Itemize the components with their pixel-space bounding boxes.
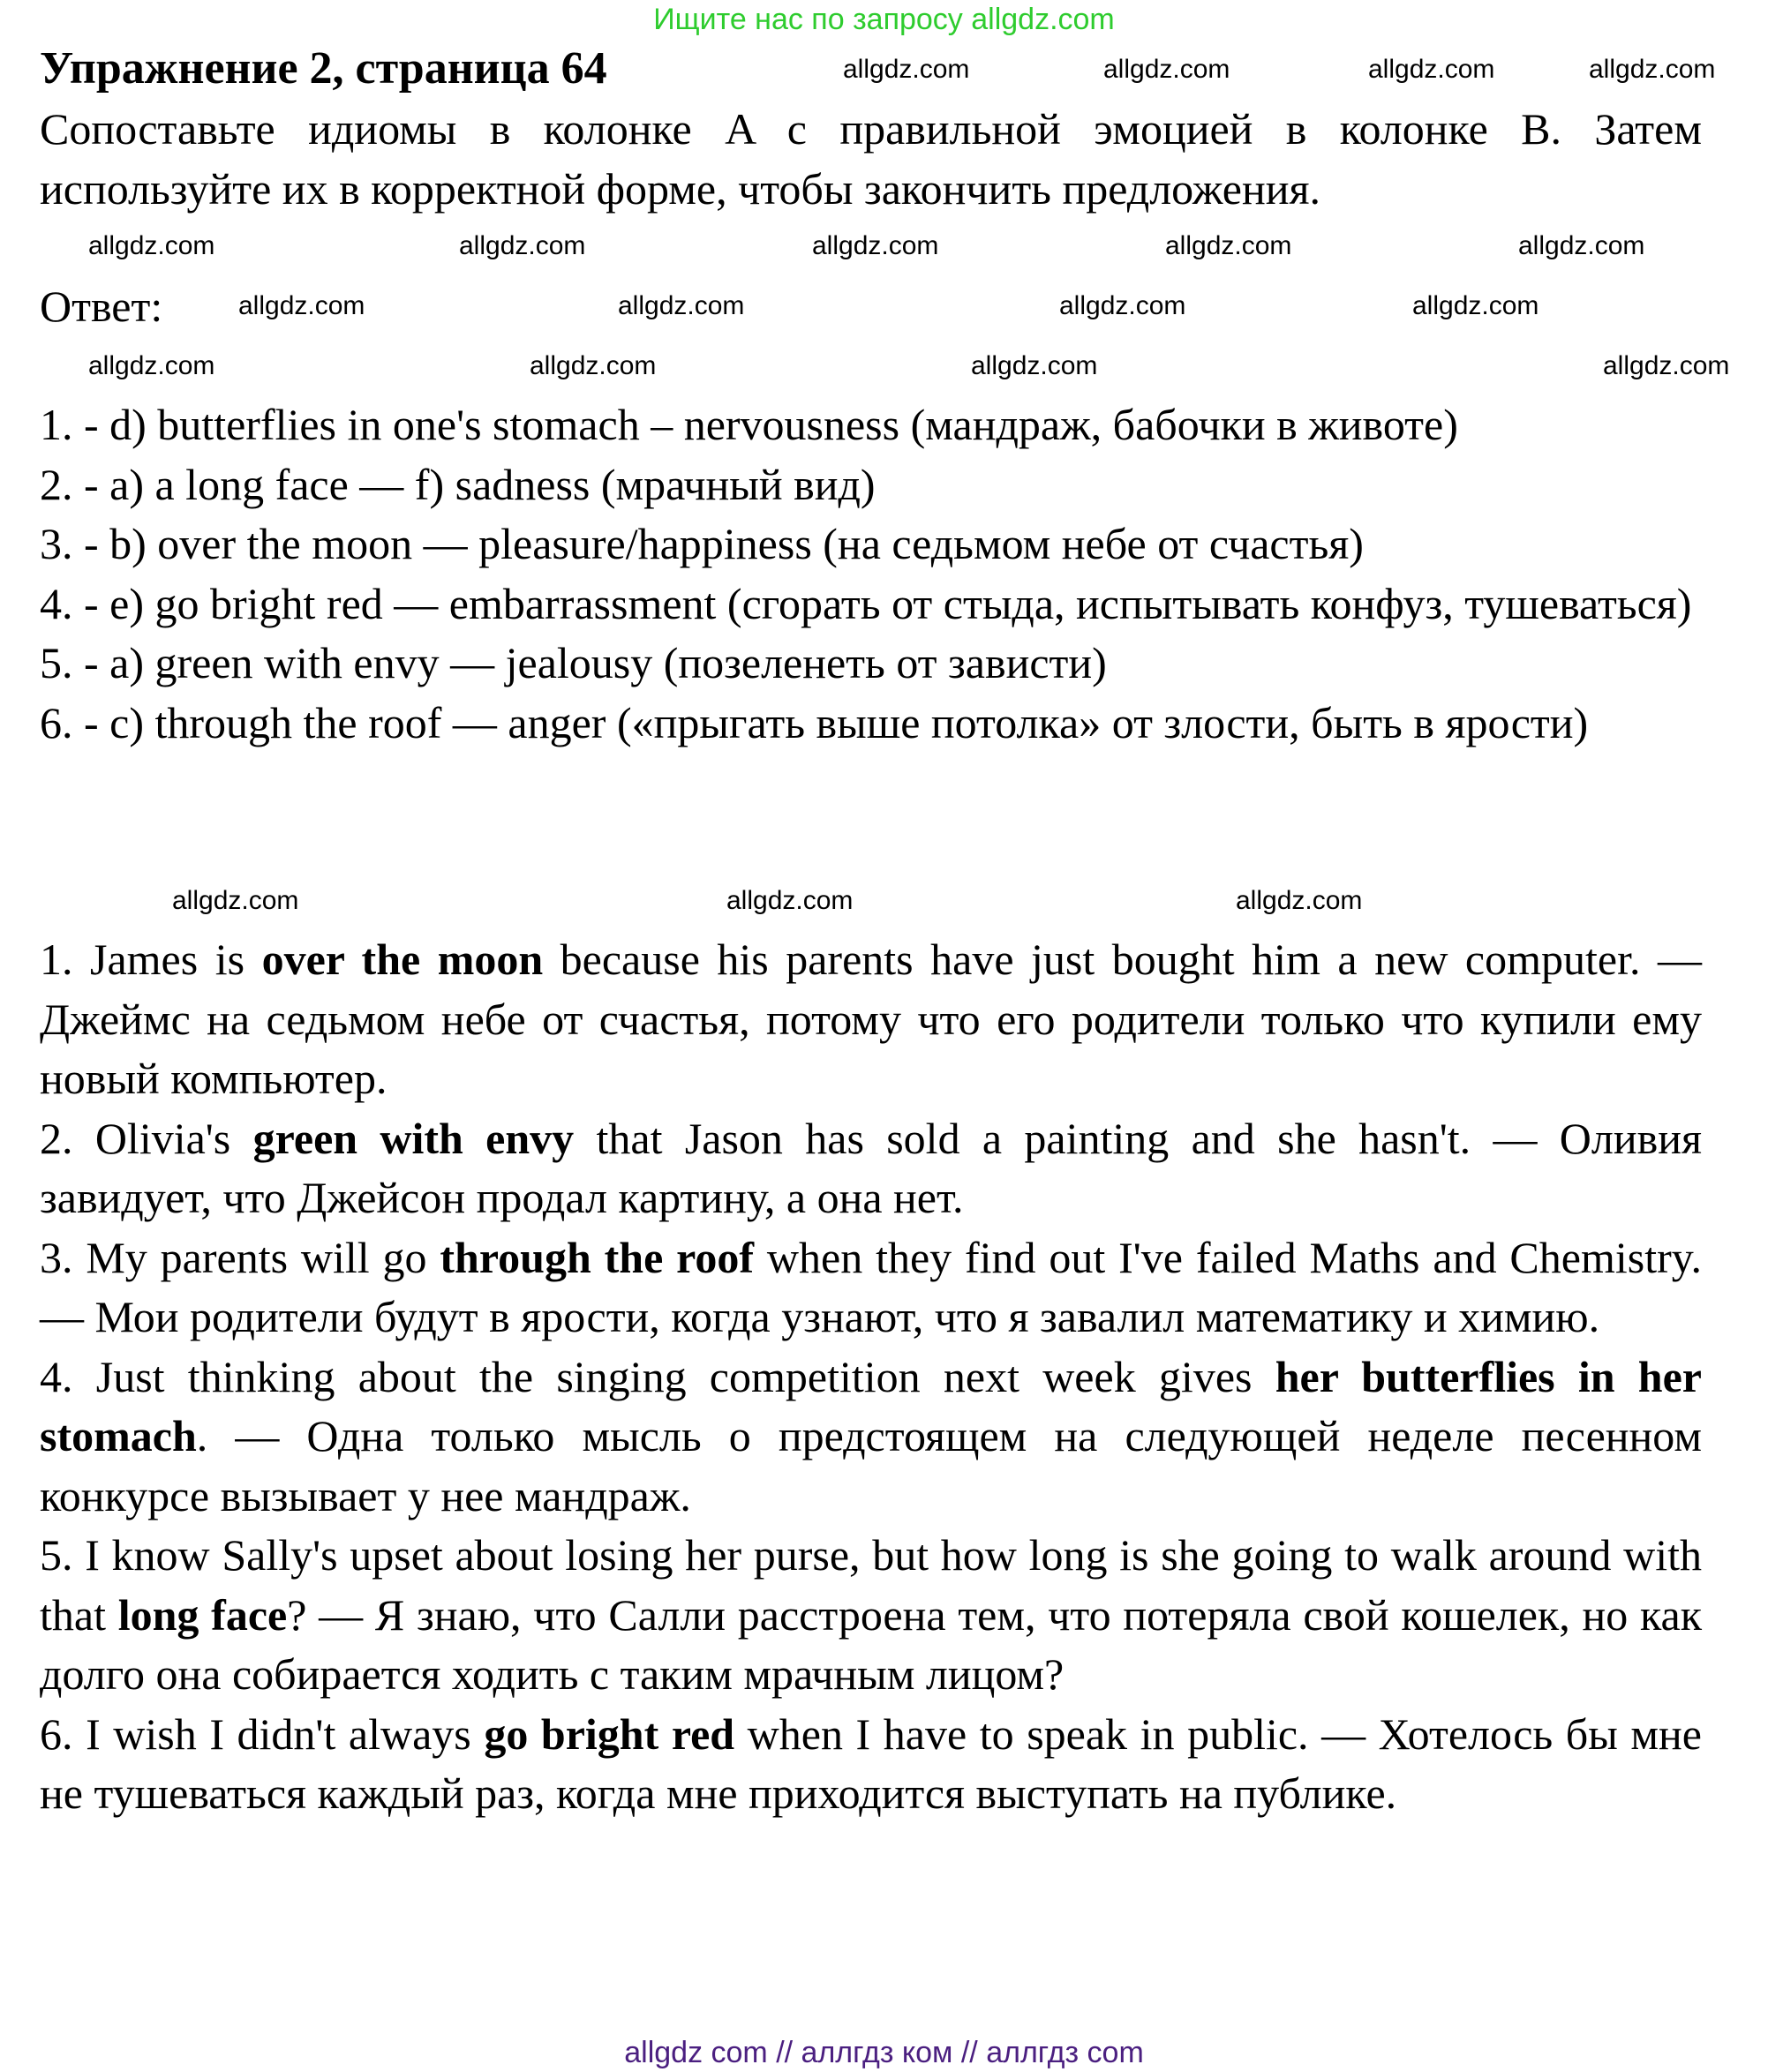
matches-list bbox=[40, 395, 1702, 753]
watermark: allgdz.com bbox=[1589, 55, 1716, 84]
sentence-text: 1. James is bbox=[40, 935, 262, 984]
watermark: allgdz.com bbox=[530, 351, 657, 380]
watermark: allgdz.com bbox=[88, 231, 215, 260]
watermark: allgdz.com bbox=[812, 231, 939, 260]
sentence-item bbox=[40, 1705, 1702, 1824]
instruction-text: Сопоставьте идиомы в колонке A с правильной эмоцией в колонке B. Затем используйте их в корректной форме, чтобы закончить предложения. bbox=[40, 104, 1702, 214]
watermark: allgdz.com bbox=[1165, 231, 1292, 260]
sentence-text: that Jason has sold a painting and she hasn't. — Оливия завидует, что Джейсон продал картину, а она нет. bbox=[40, 1113, 1702, 1222]
match-item: 1. - d) butterflies in one's stomach – nervousness (мандраж, бабочки в животе) bbox=[40, 400, 1458, 449]
sentence-text: when they find out I've failed Maths and Chemistry. — Мои родители будут в ярости, когда узнают, что я завалил математику и химию. bbox=[40, 1232, 1702, 1341]
sentence-text: 5. I know Sally's upset about losing her purse, but how long is she going to walk around with that bbox=[40, 1530, 1702, 1640]
search-hint-link[interactable]: Ищите нас по запросу allgdz.com bbox=[653, 3, 1115, 36]
sentence-text: 3. My parents will go bbox=[40, 1232, 440, 1282]
exercise-instruction bbox=[40, 100, 1702, 219]
sentence-text: 2. Olivia's bbox=[40, 1113, 253, 1163]
sentence-text: 6. I wish I didn't always bbox=[40, 1708, 485, 1759]
watermark: allgdz.com bbox=[238, 291, 365, 320]
watermark: allgdz.com bbox=[1368, 55, 1495, 84]
idiom-highlight: long face bbox=[117, 1589, 288, 1640]
match-item: 2. - a) a long face — f) sadness (мрачный вид) bbox=[40, 459, 876, 509]
answer-label: Ответ: bbox=[40, 282, 163, 331]
watermark: allgdz.com bbox=[172, 886, 299, 915]
sentence-item bbox=[40, 1526, 1702, 1705]
page-title: Упражнение 2, страница 64 bbox=[40, 43, 607, 94]
watermark: allgdz.com bbox=[843, 55, 970, 84]
sentence-text: ? — Я знаю, что Салли расстроена тем, что потеряла свой кошелек, но как долго она собирается ходить с таким мрачным лицом? bbox=[40, 1589, 1702, 1699]
sentences-list bbox=[40, 930, 1702, 1824]
sentence-item bbox=[40, 1109, 1702, 1228]
match-item: 5. - a) green with envy — jealousy (позеленеть от зависти) bbox=[40, 638, 1107, 687]
watermark: allgdz.com bbox=[726, 886, 854, 915]
idiom-highlight: through the roof bbox=[440, 1232, 755, 1282]
sentence-text: when I have to speak in public. — Хотелось бы мне не тушеваться каждый раз, когда мне приходится выступать на публике. bbox=[40, 1708, 1702, 1818]
watermark: allgdz.com bbox=[1103, 55, 1230, 84]
sentence-text: 4. Just thinking about the singing competition next week gives bbox=[40, 1351, 1275, 1401]
watermark: allgdz.com bbox=[1412, 291, 1539, 320]
footer-links[interactable]: allgdz com // аллгдз ком // аллгдз com bbox=[624, 2036, 1144, 2069]
sentence-item bbox=[40, 1228, 1702, 1348]
watermark: allgdz.com bbox=[88, 351, 215, 380]
watermark: allgdz.com bbox=[1603, 351, 1730, 380]
idiom-highlight: green with envy bbox=[252, 1113, 575, 1163]
idiom-highlight: over the moon bbox=[261, 935, 544, 984]
idiom-highlight: her butterflies in her stomach bbox=[40, 1351, 1702, 1460]
watermark: allgdz.com bbox=[618, 291, 745, 320]
sentence-item bbox=[40, 930, 1702, 1109]
watermark: allgdz.com bbox=[1236, 886, 1363, 915]
match-item: 3. - b) over the moon — pleasure/happiness (на седьмом небе от счастья) bbox=[40, 519, 1364, 568]
watermark: allgdz.com bbox=[459, 231, 586, 260]
sentence-text: because his parents have just bought him a new computer. — Джеймс на седьмом небе от счастья, потому что его родители только что купили ему новый компьютер. bbox=[40, 935, 1702, 1103]
watermark: allgdz.com bbox=[971, 351, 1098, 380]
sentence-text: . — Одна только мысль о предстоящем на следующей неделе песенном конкурсе вызывает у нее мандраж. bbox=[40, 1411, 1702, 1520]
sentence-item bbox=[40, 1348, 1702, 1527]
match-item: 4. - e) go bright red — embarrassment (сгорать от стыда, испытывать конфуз, тушеваться) bbox=[40, 578, 1692, 628]
idiom-highlight: go bright red bbox=[484, 1708, 735, 1759]
watermark: allgdz.com bbox=[1518, 231, 1645, 260]
watermark: allgdz.com bbox=[1059, 291, 1186, 320]
match-item: 6. - c) through the roof — anger («прыгать выше потолка» от злости, быть в ярости) bbox=[40, 697, 1589, 747]
